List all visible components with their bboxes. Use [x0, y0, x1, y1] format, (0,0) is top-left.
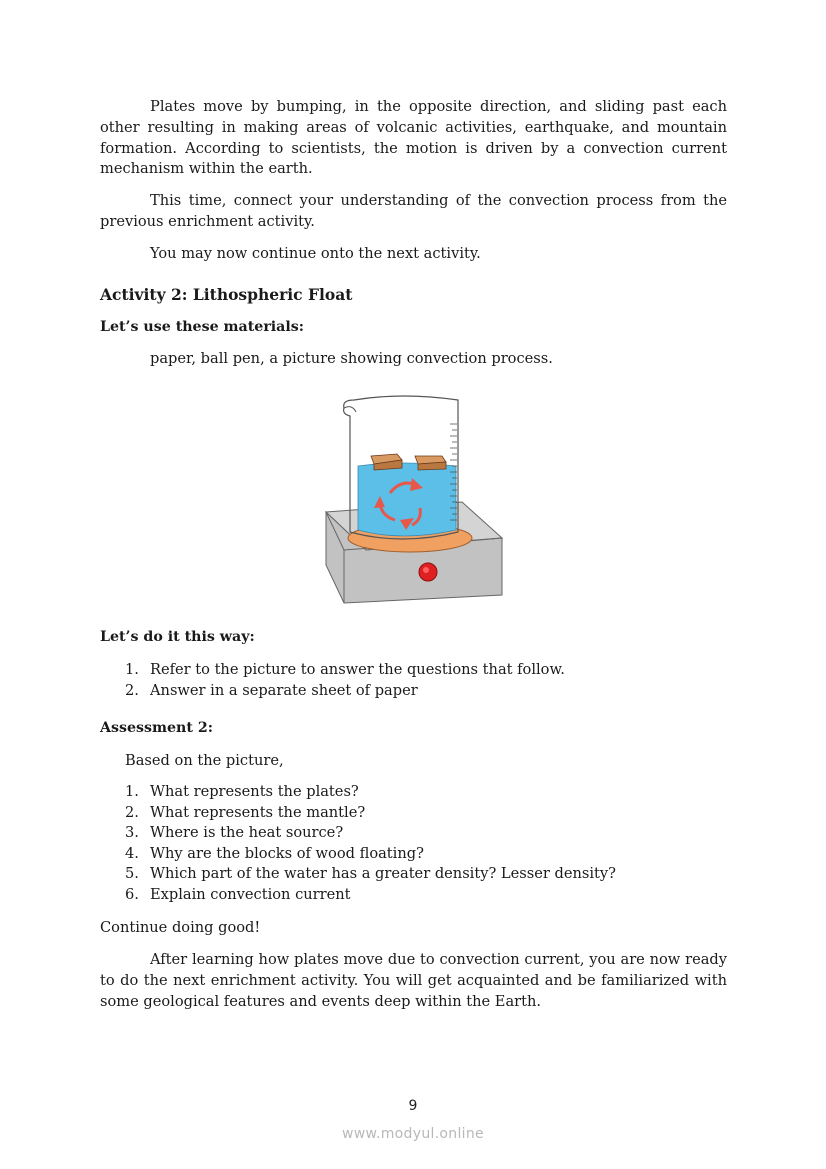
intro-paragraph-3: You may now continue onto the next activity. [150, 244, 481, 262]
encouragement-text: Continue doing good! [100, 919, 261, 936]
question-item: 2. What represents the mantle? [125, 803, 366, 821]
procedure-item: 2. Answer in a separate sheet of paper [125, 681, 418, 699]
materials-text: paper, ball pen, a picture showing convection process. [150, 350, 553, 367]
materials-heading: Let’s use these materials: [100, 319, 304, 335]
beaker-hotplate-illustration [322, 390, 508, 608]
question-item: 5. Which part of the water has a greater density? Lesser density? [125, 865, 616, 883]
activity-title: Activity 2: Lithospheric Float [100, 285, 353, 304]
watermark: www.modyul.online [342, 1126, 484, 1142]
assessment-lead: Based on the picture, [125, 752, 284, 769]
question-item: 3. Where is the heat source? [125, 824, 344, 842]
convection-figure [322, 390, 508, 608]
procedure-heading: Let’s do it this way: [100, 629, 255, 645]
procedure-list [125, 660, 725, 701]
intro-paragraph-1: Plates move by bumping, in the opposite direction, and sliding past each other resulting in making areas of volcanic activities, earthquake, and mountain formation. According to scientists, the motion is driven by a convection current mechanism within the earth. [100, 98, 727, 178]
assessment-heading: Assessment 2: [100, 720, 213, 736]
closing-paragraph: After learning how plates move due to convection current, you are now ready to do the next enrichment activity. You will get acquainted and be familiarized with some geological features and events deep within the Earth. [100, 951, 727, 1010]
page-number: 9 [408, 1098, 418, 1114]
procedure-item: 1. Refer to the picture to answer the questions that follow. [125, 661, 565, 678]
question-item: 1. What represents the plates? [125, 783, 359, 800]
assessment-questions [125, 782, 745, 906]
question-item: 6. Explain convection current [125, 885, 351, 903]
question-item: 4. Why are the blocks of wood floating? [125, 844, 424, 862]
intro-section [100, 97, 727, 265]
intro-paragraph-2: This time, connect your understanding of the convection process from the previous enrichment activity. [100, 192, 727, 230]
